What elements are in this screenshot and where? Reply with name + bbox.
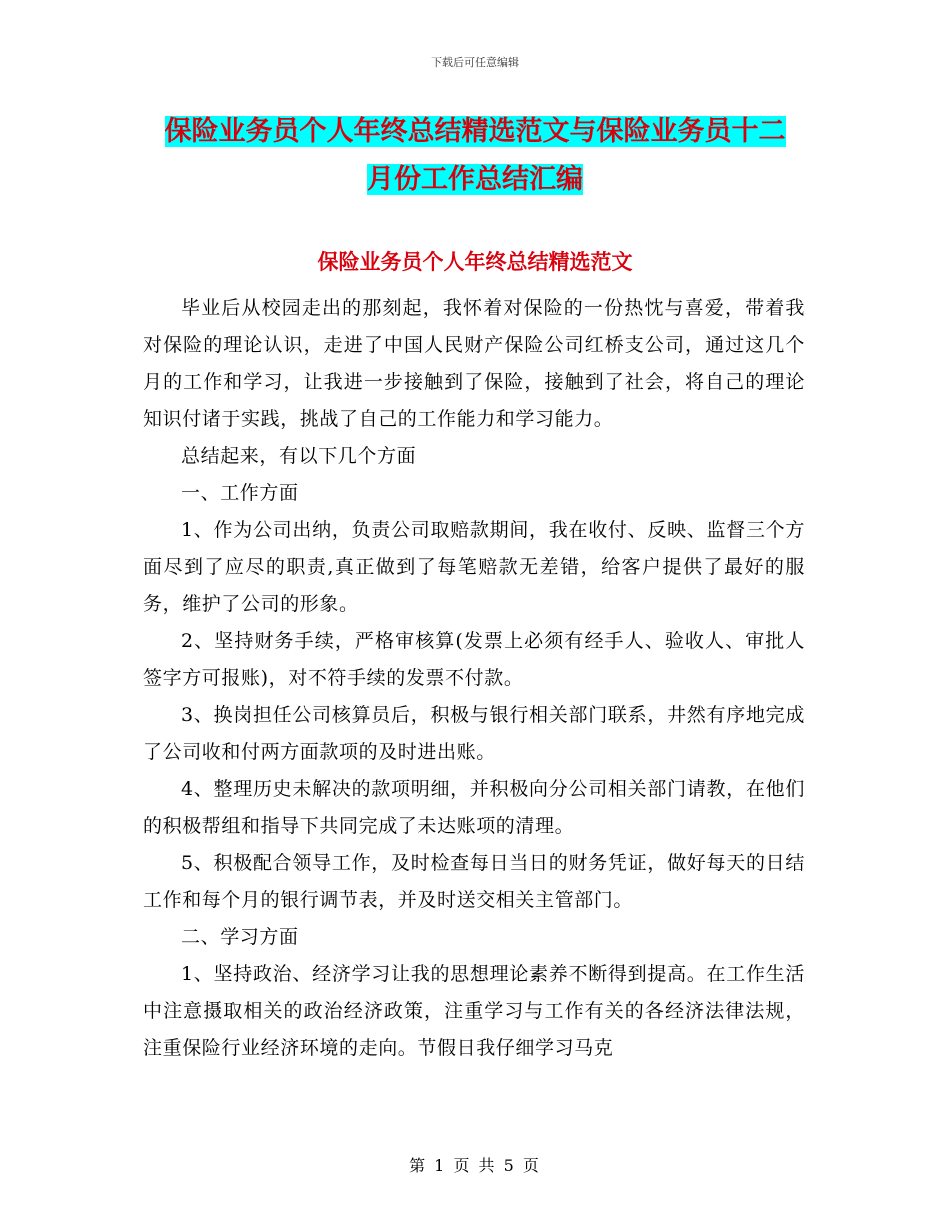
- paragraph: 5、积极配合领导工作，及时检查每日当日的财务凭证，做好每天的日结工作和每个月的银行调节表，并及时送交相关主管部门。: [143, 852, 805, 911]
- paragraph: 总结起来，有以下几个方面: [181, 445, 417, 467]
- document-title: [150, 108, 800, 204]
- paragraph: 毕业后从校园走出的那刻起，我怀着对保险的一份热忱与喜爱，带着我对保险的理论认识，走进了中国人民财产保险公司红桥支公司，通过这几个月的工作和学习，让我进一步接触到了保险，接触到了社会，将自己的理论知识付诸于实践，挑战了自己的工作能力和学习能力。: [143, 297, 805, 430]
- paragraph: 4、整理历史未解决的款项明细，并积极向分公司相关部门请教，在他们的积极帮组和指导下共同完成了未达账项的清理。: [143, 778, 805, 837]
- paragraph: 1、作为公司出纳，负责公司取赔款期间，我在收付、反映、监督三个方面尽到了应尽的职责,真正做到了每笔赔款无差错，给客户提供了最好的服务，维护了公司的形象。: [143, 519, 805, 615]
- document-title-line-1: 保险业务员个人年终总结精选范文与保险业务员十二: [164, 116, 786, 147]
- header-note: 下载后可任意编辑: [431, 56, 519, 69]
- section-title: 保险业务员个人年终总结精选范文: [317, 250, 633, 274]
- paragraph: 一、工作方面: [181, 482, 299, 504]
- document-title-line-2: 月份工作总结汇编: [367, 164, 583, 195]
- paragraph: 3、换岗担任公司核算员后，积极与银行相关部门联系，井然有序地完成了公司收和付两方面款项的及时进出账。: [143, 704, 805, 763]
- document-body: [143, 290, 805, 1067]
- page-indicator: 第 1 页 共 5 页: [409, 1156, 541, 1175]
- paragraph: 二、学习方面: [181, 926, 299, 948]
- paragraph: 1、坚持政治、经济学习让我的思想理论素养不断得到提高。在工作生活中注意摄取相关的政治经济政策，注重学习与工作有关的各经济法律法规，注重保险行业经济环境的走向。节假日我仔细学习马克: [143, 963, 805, 1059]
- paragraph: 2、坚持财务手续，严格审核算(发票上必须有经手人、验收人、审批人签字方可报账)，对不符手续的发票不付款。: [143, 630, 805, 689]
